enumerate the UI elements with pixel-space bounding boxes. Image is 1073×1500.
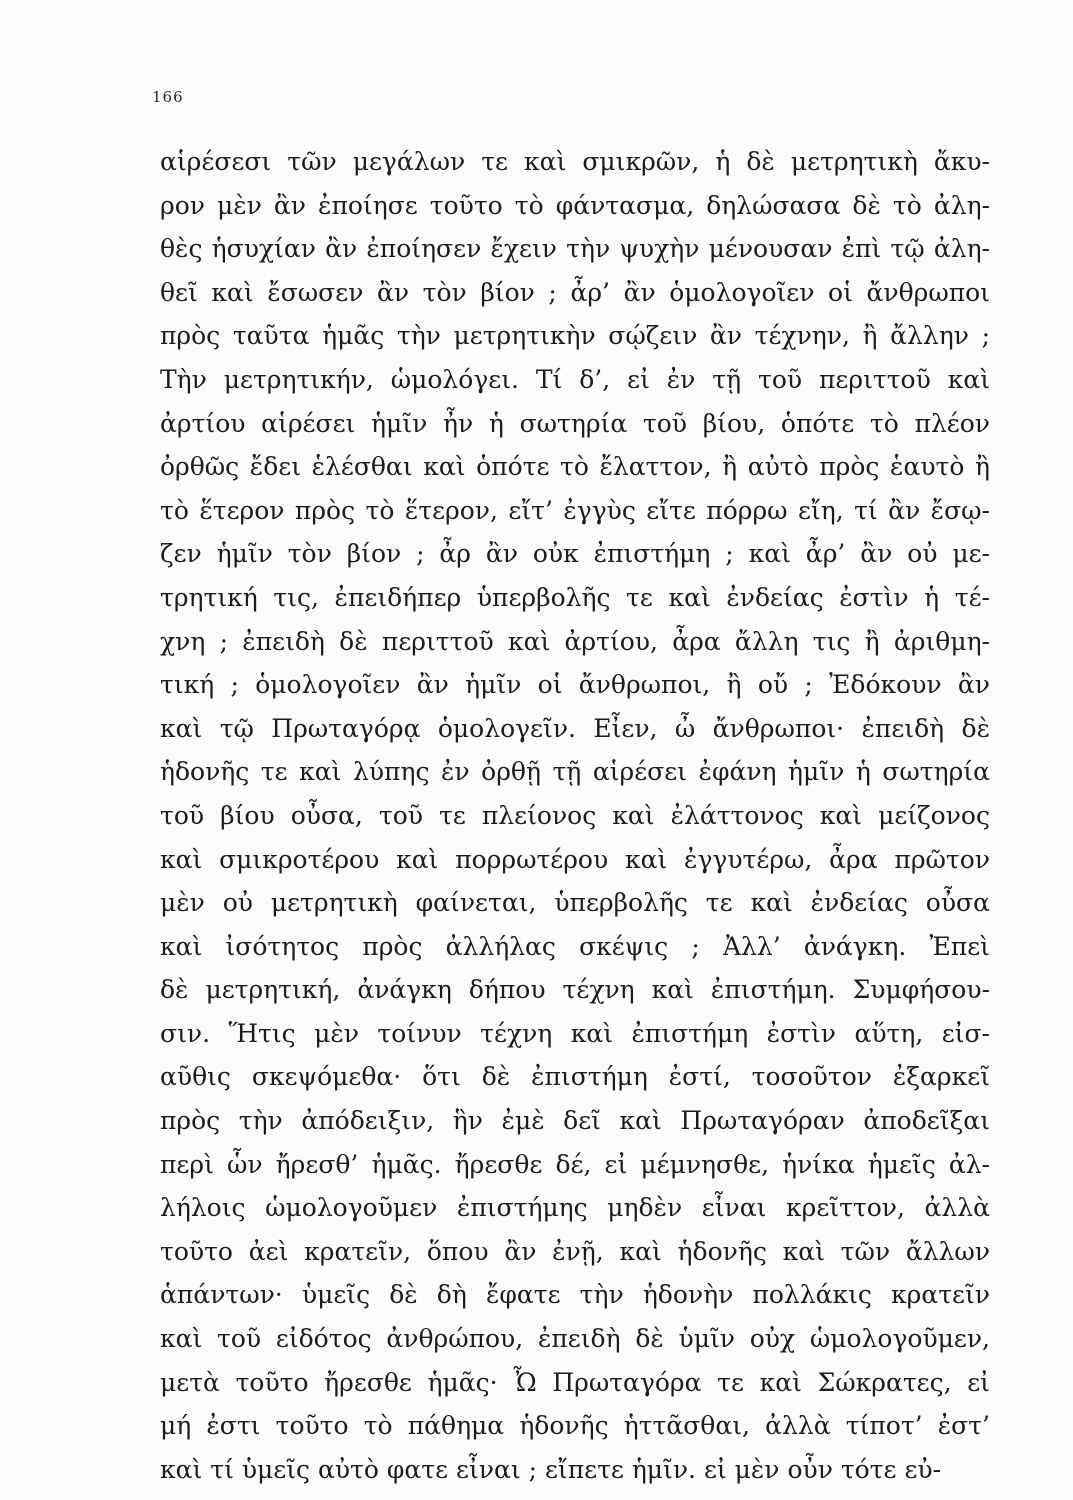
text-line: πρὸς τὴν ἀπόδειξιν, ἣν ἐμὲ δεῖ καὶ Πρωταγόραν ἀποδεῖξαι (160, 1106, 990, 1136)
text-line: σιν. Ἥτις μὲν τοίνυν τέχνη καὶ ἐπιστήμη ἐστὶν αὕτη, εἰσ- (160, 1018, 990, 1048)
text-line: δὲ μετρητική, ἀνάγκη δήπου τέχνη καὶ ἐπιστήμη. Συμφήσου- (160, 975, 990, 1005)
text-line: ἡδονῆς τε καὶ λύπης ἐν ὀρθῇ τῇ αἱρέσει ἐφάνη ἡμῖν ἡ σωτηρία (160, 757, 990, 787)
text-line: αἱρέσεσι τῶν μεγάλων τε καὶ σμικρῶν, ἡ δὲ μετρητικὴ ἄκυ- (160, 147, 990, 176)
text-line: καὶ ἰσότητος πρὸς ἀλλήλας σκέψις ; Ἀλλ’ ἀνάγκη. Ἐπεὶ (160, 931, 990, 961)
text-line: μὲν οὐ μετρητικὴ φαίνεται, ὑπερβολῆς τε καὶ ἐνδείας οὖσα (160, 888, 990, 918)
text-line: καὶ σμικροτέρου καὶ πορρωτέρου καὶ ἐγγυτέρω, ἆρα πρῶτον (160, 844, 990, 874)
text-line: ὀρθῶς ἔδει ἑλέσθαι καὶ ὁπότε τὸ ἔλαττον, ἢ αὐτὸ πρὸς ἑαυτὸ ἢ (160, 452, 990, 482)
text-line: χνη ; ἐπειδὴ δὲ περιττοῦ καὶ ἀρτίου, ἆρα ἄλλη τις ἢ ἀριθμη- (160, 626, 990, 656)
text-line: μετὰ τοῦτο ἤρεσθε ἡμᾶς· Ὦ Πρωταγόρα τε καὶ Σώκρατες, εἰ (160, 1367, 990, 1397)
text-line: ρον μὲν ἂν ἐποίησε τοῦτο τὸ φάντασμα, δηλώσασα δὲ τὸ ἀλη- (160, 190, 990, 220)
text-line: ζεν ἡμῖν τὸν βίον ; ἆρ ἂν οὐκ ἐπιστήμη ; καὶ ἆρ’ ἂν οὐ με- (160, 539, 990, 569)
text-line: τοῦτο ἀεὶ κρατεῖν, ὅπου ἂν ἐνῇ, καὶ ἡδονῆς καὶ τῶν ἄλλων (160, 1236, 990, 1266)
text-line: καὶ τί ὑμεῖς αὐτὸ φατε εἶναι ; εἴπετε ἡμῖν. εἰ μὲν οὖν τότε εὐ- (160, 1454, 942, 1484)
body-text (160, 140, 990, 1491)
text-line: πρὸς ταῦτα ἡμᾶς τὴν μετρητικὴν σῴζειν ἂν τέχνην, ἢ ἄλλην ; (160, 321, 990, 351)
text-line: ἁπάντων· ὑμεῖς δὲ δὴ ἔφατε τὴν ἡδονὴν πολλάκις κρατεῖν (160, 1280, 990, 1310)
text-line: λήλοις ὡμολογοῦμεν ἐπιστήμης μηδὲν εἶναι κρεῖττον, ἀλλὰ (160, 1193, 990, 1223)
text-line: τοῦ βίου οὖσα, τοῦ τε πλείονος καὶ ἐλάττονος καὶ μείζονος (160, 800, 990, 830)
page-number: 166 (152, 88, 184, 106)
text-line: περὶ ὧν ἤρεσθ’ ἡμᾶς. ἤρεσθε δέ, εἰ μέμνησθε, ἡνίκα ἡμεῖς ἀλ- (160, 1149, 990, 1179)
text-line: αῦθις σκεψόμεθα· ὅτι δὲ ἐπιστήμη ἐστί, τοσοῦτον ἐξαρκεῖ (160, 1062, 990, 1092)
text-line: μή ἐστι τοῦτο τὸ πάθημα ἡδονῆς ἡττᾶσθαι, ἀλλὰ τίποτ’ ἐστ’ (160, 1411, 990, 1441)
text-line: Τὴν μετρητικήν, ὡμολόγει. Τί δ’, εἰ ἐν τῇ τοῦ περιττοῦ καὶ (160, 364, 990, 394)
text-line: καὶ τοῦ εἰδότος ἀνθρώπου, ἐπειδὴ δὲ ὑμῖν οὐχ ὡμολογοῦμεν, (160, 1324, 990, 1354)
text-line: ἀρτίου αἱρέσει ἡμῖν ἦν ἡ σωτηρία τοῦ βίου, ὁπότε τὸ πλέον (160, 408, 990, 438)
text-line: τρητική τις, ἐπειδήπερ ὑπερβολῆς τε καὶ ἐνδείας ἐστὶν ἡ τέ- (160, 582, 990, 612)
text-line: τική ; ὁμολογοῖεν ἂν ἡμῖν οἱ ἄνθρωποι, ἢ οὔ ; Ἐδόκουν ἂν (160, 670, 990, 700)
text-line: θὲς ἡσυχίαν ἂν ἐποίησεν ἔχειν τὴν ψυχὴν μένουσαν ἐπὶ τῷ ἀλη- (160, 234, 990, 264)
text-line: τὸ ἕτερον πρὸς τὸ ἕτερον, εἴτ’ ἐγγὺς εἴτε πόρρω εἴη, τί ἂν ἔσῳ- (160, 495, 990, 525)
text-line: θεῖ καὶ ἔσωσεν ἂν τὸν βίον ; ἆρ’ ἂν ὁμολογοῖεν οἱ ἄνθρωποι (160, 277, 990, 307)
text-line: καὶ τῷ Πρωταγόρᾳ ὁμολογεῖν. Εἶεν, ὦ ἄνθρωποι· ἐπειδὴ δὲ (160, 713, 990, 743)
